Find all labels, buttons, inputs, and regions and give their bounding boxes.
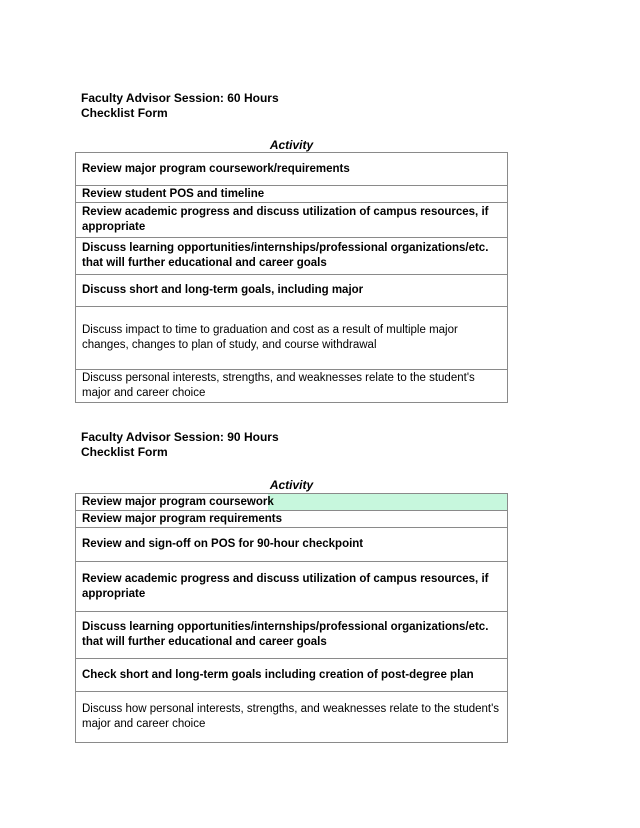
table-row — [76, 692, 507, 742]
table-row — [76, 494, 507, 511]
session60-subtitle: Checklist Form — [81, 106, 168, 120]
checklist-item-text: Review academic progress and discuss utilization of campus resources, if appropriate — [82, 572, 489, 600]
session90-subtitle: Checklist Form — [81, 445, 168, 459]
session60-heading — [81, 91, 279, 121]
table-row — [76, 659, 507, 692]
session60-checklist-table — [75, 152, 508, 403]
table-row — [76, 186, 507, 203]
row-highlight — [268, 494, 507, 510]
table-row — [76, 562, 507, 612]
checklist-item-text: Check short and long-term goals including creation of post-degree plan — [82, 668, 474, 681]
checklist-item-text: Discuss learning opportunities/internships/professional organizations/etc. that will further educational and career goals — [82, 242, 489, 269]
checklist-item-text: Review and sign-off on POS for 90-hour checkpoint — [82, 538, 364, 550]
table-row — [76, 153, 507, 186]
table-row — [76, 370, 507, 402]
table-row — [76, 238, 507, 275]
table-row — [76, 511, 507, 528]
checklist-item-text: Discuss learning opportunities/internships/professional organizations/etc. that will further educational and career goals — [82, 621, 489, 648]
session90-column-header: Activity — [269, 478, 314, 492]
session60-title: Faculty Advisor Session: 60 Hours — [81, 91, 279, 105]
session90-checklist-table — [75, 493, 508, 743]
table-row — [76, 275, 507, 307]
checklist-item-text: Review major program requirements — [82, 512, 283, 525]
table-row — [76, 612, 507, 659]
checklist-item-text: Discuss short and long-term goals, including major — [82, 284, 364, 296]
checklist-item-text: Review academic progress and discuss utilization of campus resources, if appropriate — [82, 206, 489, 233]
table-row — [76, 528, 507, 562]
checklist-item-text: Discuss impact to time to graduation and cost as a result of multiple major changes, changes to plan of study, and course withdrawal — [82, 324, 458, 351]
table-row — [76, 307, 507, 370]
session90-title: Faculty Advisor Session: 90 Hours — [81, 430, 279, 444]
table-row — [76, 203, 507, 238]
session90-heading — [81, 430, 279, 460]
checklist-item-text: Discuss how personal interests, strengths, and weaknesses relate to the student's major and career choice — [82, 703, 500, 730]
session60-column-header: Activity — [269, 138, 314, 152]
checklist-item-text: Review student POS and timeline — [82, 187, 265, 200]
checklist-item-text: Review major program coursework — [82, 495, 274, 508]
checklist-item-text: Discuss personal interests, strengths, and weaknesses relate to the student's major and career choice — [82, 372, 475, 399]
checklist-item-text: Review major program coursework/requirements — [82, 162, 350, 175]
